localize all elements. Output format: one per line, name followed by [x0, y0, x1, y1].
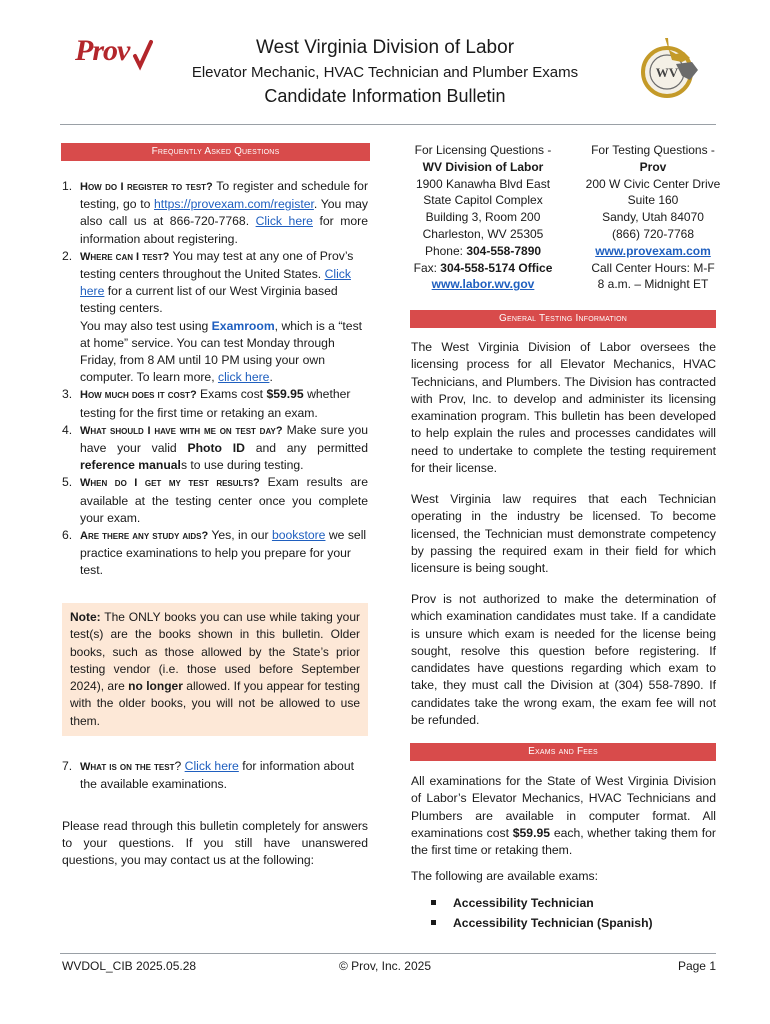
faq-item-where: 2. Where can I test? You may test at any one of Prov’s testing centers throughout the United States. Click here for a current list of our West Virginia based testing centers. You may also test using Examroom, which is a “test at home” service. You can test Monday through Friday, from 8 AM until 10 PM using your own computer. To learn more, click here. [62, 248, 363, 385]
list-item: Accessibility Technician [411, 893, 716, 913]
testing-centers-link[interactable]: Click here [80, 267, 351, 299]
register-link[interactable]: https://provexam.com/register [154, 197, 314, 212]
footer-doc-id: WVDOL_CIB 2025.05.28 [62, 959, 197, 973]
exams-fees-banner: Exams and Fees [410, 743, 716, 761]
licensing-contact: For Licensing Questions - WV Division of Labor 1900 Kanawha Blvd East State Capitol Complex Building 3, Room 200 Charleston, WV 25305 Phone: 304-558-7890 Fax: 304-558-5174 Office www.labor.wv.gov [413, 143, 553, 292]
prov-logo [75, 36, 147, 74]
header-divider [60, 124, 716, 125]
general-info-banner: General Testing Information [410, 310, 716, 328]
faq-item-study-aids: 6. Are there any study aids? Yes, in our bookstore we sell practice examinations to help you prepare for your test. [62, 528, 367, 578]
examroom-link[interactable]: click here [217, 370, 270, 385]
contact-intro-text: Please read through this bulletin completely for answers to your questions. If you still have unanswered questions, you may contact us at the following: [62, 819, 368, 868]
exam-list [411, 893, 716, 933]
bullet-icon [431, 900, 436, 905]
faq-list [62, 178, 368, 580]
note-box: Note: The ONLY books you can use while taking your test(s) are the books shown in this bulletin. Older books, such as those allowed by the State’s prior testing vendor (i.e. those used before September 2024), are no longer allowed. If you appear for testing with the older books, you will not be allowed to use them. [62, 603, 368, 736]
seal-text: WV [655, 65, 679, 80]
labor-website-link[interactable]: www.labor.wv.gov [431, 277, 535, 292]
faq-item-register: 1. How do I register to test? To register and schedule for testing, go to https://provexam.com/register. You may also call us at 866-720-7768. Click here for more information about registering. [62, 179, 369, 246]
bullet-icon [431, 920, 436, 925]
footer-copyright: © Prov, Inc. 2025 [339, 959, 431, 973]
general-paragraph-2: West Virginia law requires that each Technician operating in the industry be licensed. To become licensed, the Technician must demonstrate competency by passing the required exam in their field for which licensure is being sought. [411, 492, 716, 576]
page-title: West Virginia Division of Labor [255, 37, 515, 58]
wv-seal-logo [632, 34, 702, 104]
document-title: Candidate Information Bulletin [264, 86, 506, 106]
register-info-link[interactable]: Click here [255, 214, 313, 229]
provexam-website-link[interactable]: www.provexam.com [595, 243, 711, 258]
general-paragraph-3: Prov is not authorized to make the determination of which examination candidates must take. If a candidate is unsure which exam is needed for the license being sought, resolve this question before registering. If candidates have questions regarding which exam to take, they must call the Division at (304) 558-7890. If candidates take the wrong exam, the exam fee will not be refunded. [411, 592, 716, 728]
exams-paragraph-2: The following are available exams: [411, 869, 598, 883]
footer-divider [60, 953, 716, 954]
faq-item-what-on-test: 7. What is on the test? Click here for information about the available examinations. [62, 759, 354, 792]
general-paragraph-1: The West Virginia Division of Labor oversees the licensing process for all Elevator Mechanics, HVAC Technicians, and Plumbers. The Division has contracted with Prov, Inc. to develop and administer its licensing examination program. This bulletin has been developed to help explain the rules and processes candidates will need to undertake to complete the testing requirement for their license. [411, 340, 716, 476]
exams-paragraph-1: All examinations for the State of West Virginia Division of Labor’s Elevator Mechanics, HVAC Technicians and Plumbers are available in computer format. All examinations cost $59.95 each, whether taking them for the first time or retaking them. [411, 774, 716, 858]
faq-item-test-day: 4. What should I have with me on test day? Make sure you have your valid Photo ID and any permitted reference manuals to use during testing. [62, 422, 368, 473]
page-subtitle: Elevator Mechanic, HVAC Technician and Plumber Exams [191, 64, 579, 81]
checkmark-icon [113, 38, 153, 72]
faq-item-results: 5. When do I get my test results? Exam results are available at the testing center once you complete your exam. [62, 475, 368, 525]
testing-contact: For Testing Questions - Prov 200 W Civic Center Drive Suite 160 Sandy, Utah 84070 (866) 720-7768 www.provexam.com Call Center Hours: M-F 8 a.m. – Midnight ET [585, 143, 721, 292]
prov-logo-text: Prov [75, 34, 130, 67]
faq-item-cost: 3. How much does it cost? Exams cost $59.95 whether testing for the first time or retaking an exam. [62, 387, 351, 420]
exam-info-link[interactable]: Click here [184, 759, 239, 773]
bookstore-link[interactable]: bookstore [271, 528, 326, 543]
footer-page-number: Page 1 [677, 959, 716, 973]
faq-banner: Frequently Asked Questions [61, 143, 370, 161]
list-item: Accessibility Technician (Spanish) [411, 913, 716, 933]
